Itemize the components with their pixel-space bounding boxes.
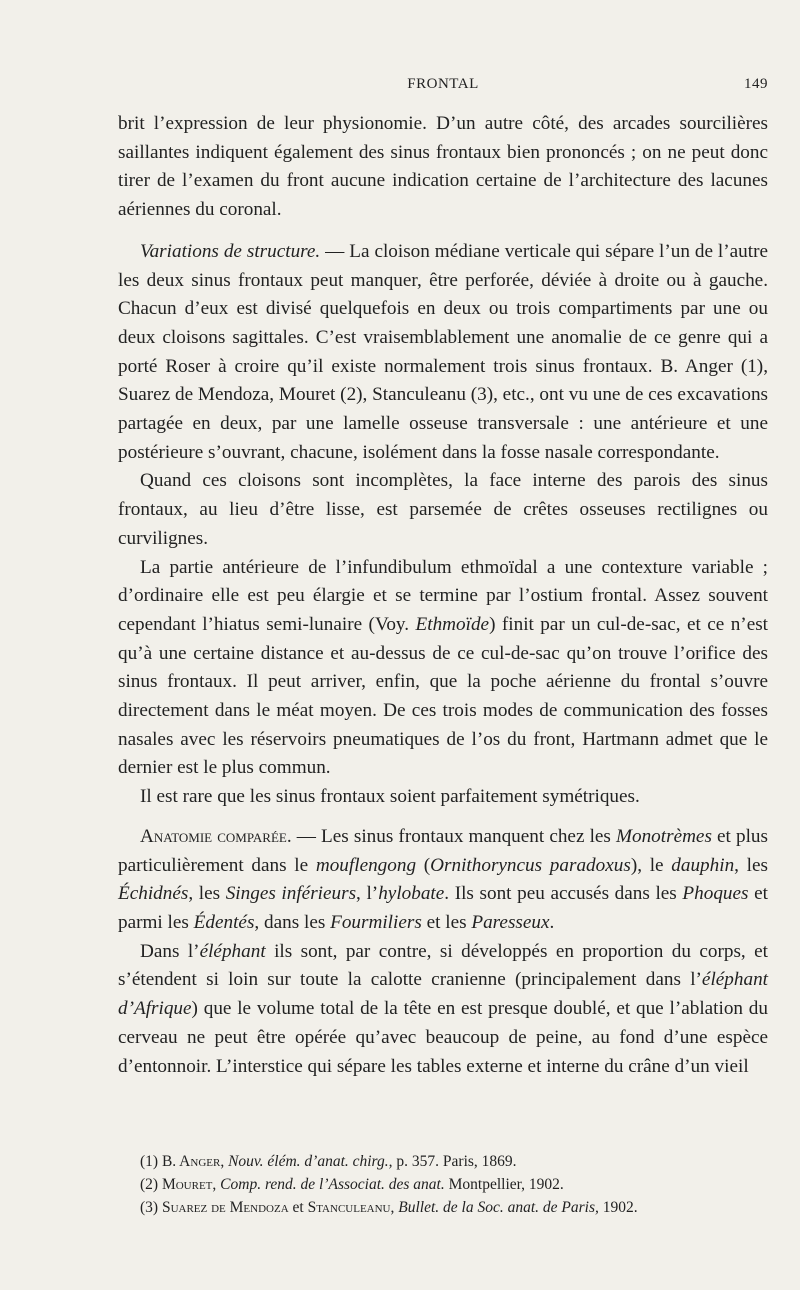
running-title: FRONTAL — [407, 76, 479, 92]
text-run: , les — [188, 883, 226, 905]
text-run: et parmi les — [118, 883, 768, 933]
footnotes — [140, 1150, 780, 1219]
paragraph-symetrie — [118, 783, 768, 812]
italic-term: hylobate — [378, 883, 445, 905]
footnote-details: p. 357. Paris, 1869. — [392, 1153, 517, 1170]
text-run: et plus particulièrement dans le — [118, 825, 768, 876]
footnote-title: Comp. rend. de l’Associat. des anat. — [220, 1176, 445, 1193]
italic-term: Paresseux — [471, 911, 550, 933]
footnote-conjunction: et — [288, 1199, 308, 1216]
text-run: Quand ces cloisons sont incomplètes, la face interne des parois des sinus frontaux, au lieu d’être lisse, est parsemée de crêtes osseuses rectilignes ou curvilignes. — [118, 470, 768, 549]
italic-term: mouflengong — [315, 854, 417, 876]
italic-term: Ornithoryncus paradoxus — [430, 854, 631, 876]
italic-term: éléphant — [199, 940, 266, 962]
footnote-number: (2) — [140, 1176, 159, 1193]
footnote-number: (1) — [140, 1153, 159, 1170]
text-run: , l’ — [356, 883, 379, 905]
text-run: et les — [421, 911, 472, 933]
footnote-3 — [140, 1196, 780, 1219]
text-run: ), le — [630, 854, 672, 876]
italic-term: éléphant d’Afrique — [118, 969, 768, 1020]
footnote-title: Nouv. élém. d’anat. chirg., — [228, 1153, 393, 1170]
italic-term: Édentés — [193, 911, 255, 933]
italic-term: Singes inférieurs — [225, 883, 357, 905]
footnote-title: Bullet. de la Soc. anat. de Paris, — [398, 1199, 599, 1216]
footnote-author: Mouret, — [161, 1176, 217, 1193]
footnote-2 — [140, 1173, 780, 1196]
text-run: , les — [734, 854, 768, 876]
text-run: — La cloison médiane verticale qui sépare l’un de l’autre les deux sinus frontaux peut manquer, être perforée, déviée à droite ou à gauche. Chacun d’eux est divisé quelquefois en deux ou trois compartiments par une ou deux cloisons sagittales. C’est vraisemblablement une anomalie de ce genre qui a porté Roser à croire qu’il existe normalement trois sinus frontaux. B. Anger (1), Suarez de Mendoza, Mouret (2), Stanculeanu (3), etc., ont vu une de ces excavations partagée en deux, par une lamelle osseuse transversale : une antérieure et une postérieure s’ouvrant, chacune, isolément dans la fosse nasale correspondante. — [118, 240, 769, 463]
text-run: Dans l’ — [140, 940, 200, 962]
paragraph-infundibulum — [118, 554, 768, 784]
text-run: ils sont, par contre, si développés en proportion du corps, et s’étendent si loin sur toute la calotte cranienne (principalement dans l’ — [118, 940, 768, 991]
text-run: ) que le volume total de la tête en est presque doublé, et que l’ablation du cerveau ne peut être opérée qu’avec beaucoup de peine, au fond d’une espèce d’entonnoir. L’interstice qui sépare les tables externe et interne du crâne d’un vieil — [118, 998, 768, 1077]
text-run: La partie antérieure de l’infundibulum ethmoïdal a une contexture variable ; d’ordinaire elle est peu élargie et se termine par l’ostium frontal. Assez souvent cependant l’hiatus semi-lunaire (Voy. — [118, 556, 768, 635]
text-run: ( — [416, 854, 431, 876]
text-run: brit l’expression de leur physionomie. D’un autre côté, des arcades sourcilières saillantes indiquent également des sinus frontaux bien prononcés ; on ne peut donc tirer de l’examen du front aucune indication certaine de l’architecture des lacunes aériennes du coronal. — [118, 113, 768, 221]
italic-term: Échidnés — [118, 883, 189, 905]
section-heading: Anatomie comparée. — [140, 825, 292, 847]
text-run: — Les sinus frontaux manquent chez les — [291, 825, 616, 847]
italic-ref: Ethmoïde — [415, 613, 490, 635]
paragraph-anatomie-comparee — [118, 823, 768, 938]
text-run: . — [549, 911, 555, 933]
footnote-details: Montpellier, 1902. — [444, 1176, 564, 1193]
paragraph-variations — [118, 238, 768, 468]
italic-term: Fourmiliers — [330, 911, 422, 933]
footnote-details: 1902. — [598, 1199, 638, 1216]
text-run: ) finit par un cul-de-sac, et ce n’est qu’à une certaine distance et au-dessus de ce cul-de-sac qu’on trouve l’orifice des sinus frontaux. Il peut arriver, enfin, que la poche aérienne du frontal s’ouvre directement dans le méat moyen. De ces trois modes de communication des fosses nasales avec les réservoirs pneumatiques de l’os du front, Hartmann admet que le dernier est le plus commun. — [118, 613, 769, 779]
footnote-author: Suarez de Mendoza — [161, 1199, 289, 1216]
paragraph-cloisons — [118, 467, 768, 553]
text-run: Il est rare que les sinus frontaux soient parfaitement symétriques. — [140, 786, 640, 808]
text-run: . Ils sont peu accusés dans les — [444, 883, 683, 905]
running-header — [118, 76, 768, 98]
text-run: , dans les — [254, 911, 331, 933]
footnote-number: (3) — [140, 1199, 159, 1216]
section-heading: Variations de structure. — [140, 240, 321, 262]
footnote-1 — [140, 1150, 780, 1173]
page-number: 149 — [744, 76, 768, 92]
footnote-author: B. Anger, — [161, 1153, 225, 1170]
paragraph-elephant — [118, 938, 768, 1082]
italic-term: Monotrèmes — [616, 825, 712, 847]
italic-term: dauphin — [671, 854, 735, 876]
italic-term: Phoques — [682, 883, 749, 905]
paragraph-continuation — [118, 110, 768, 225]
footnote-author: Stanculeanu, — [307, 1199, 395, 1216]
body-text — [118, 110, 768, 1081]
